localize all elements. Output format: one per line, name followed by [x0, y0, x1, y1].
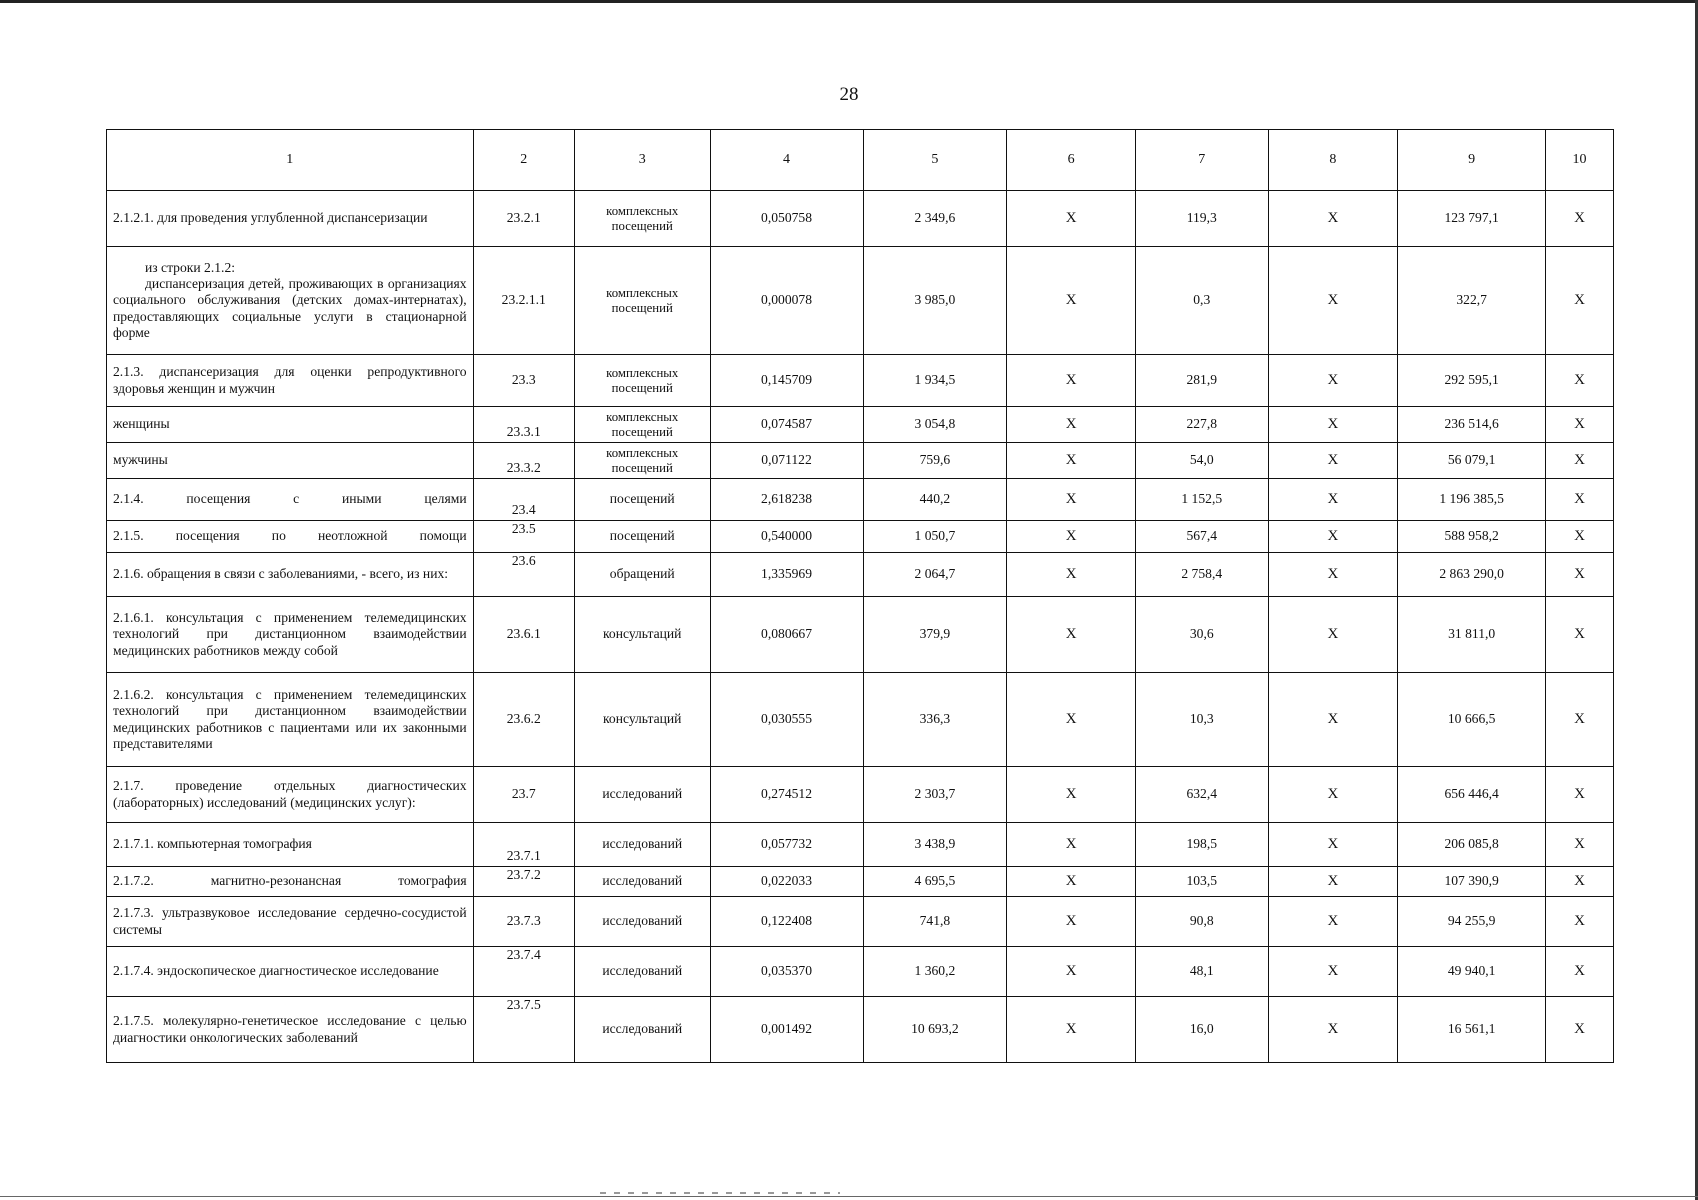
row-col7: 227,8 [1135, 407, 1268, 443]
row-col4: 0,122408 [710, 897, 863, 947]
table-row [107, 947, 1614, 997]
table-row [107, 767, 1614, 823]
row-col9: 107 390,9 [1398, 867, 1546, 897]
row-unit: посещений [574, 521, 710, 553]
row-unit: исследований [574, 897, 710, 947]
row-description: 2.1.7.2. магнитно-резонансная томография [107, 867, 474, 897]
row-col4: 0,022033 [710, 867, 863, 897]
row-description: 2.1.6. обращения в связи с заболеваниями, - всего, из них: [107, 553, 474, 597]
row-code: 23.3 [473, 355, 574, 407]
row-col9: 656 446,4 [1398, 767, 1546, 823]
row-code: 23.7.5 [473, 997, 574, 1063]
row-unit: комплексных посещений [574, 191, 710, 247]
row-code: 23.7.1 [473, 823, 574, 867]
row-col8: X [1268, 867, 1398, 897]
row-col6: X [1007, 407, 1136, 443]
row-col9: 49 940,1 [1398, 947, 1546, 997]
row-col6: X [1007, 673, 1136, 767]
row-col7: 0,3 [1135, 247, 1268, 355]
row-col7: 103,5 [1135, 867, 1268, 897]
row-col4: 0,030555 [710, 673, 863, 767]
row-col7: 16,0 [1135, 997, 1268, 1063]
row-col6: X [1007, 597, 1136, 673]
table-row [107, 673, 1614, 767]
row-code: 23.6.2 [473, 673, 574, 767]
row-col8: X [1268, 355, 1398, 407]
row-col5: 3 985,0 [863, 247, 1007, 355]
row-description: 2.1.4. посещения с иными целями [107, 479, 474, 521]
row-code: 23.2.1 [473, 191, 574, 247]
row-col10: X [1546, 597, 1614, 673]
row-col4: 0,540000 [710, 521, 863, 553]
row-col9: 1 196 385,5 [1398, 479, 1546, 521]
row-col9: 588 958,2 [1398, 521, 1546, 553]
row-col9: 123 797,1 [1398, 191, 1546, 247]
row-unit: исследований [574, 767, 710, 823]
row-col10: X [1546, 407, 1614, 443]
table-row [107, 443, 1614, 479]
row-col10: X [1546, 673, 1614, 767]
row-col7: 632,4 [1135, 767, 1268, 823]
row-col8: X [1268, 479, 1398, 521]
row-col10: X [1546, 823, 1614, 867]
row-description: 2.1.6.2. консультация с применением телемедицинских технологий при дистанционном взаимодействии медицинских работников с пациентами или их законными представителями [107, 673, 474, 767]
row-col7: 1 152,5 [1135, 479, 1268, 521]
row-col4: 0,080667 [710, 597, 863, 673]
row-col9: 94 255,9 [1398, 897, 1546, 947]
row-unit: исследований [574, 997, 710, 1063]
row-col5: 2 303,7 [863, 767, 1007, 823]
row-description: 2.1.6.1. консультация с применением телемедицинских технологий при дистанционном взаимодействии медицинских работников между собой [107, 597, 474, 673]
row-description: 2.1.7.3. ультразвуковое исследование сердечно-сосудистой системы [107, 897, 474, 947]
row-col9: 236 514,6 [1398, 407, 1546, 443]
row-col8: X [1268, 947, 1398, 997]
row-code: 23.7.2 [473, 867, 574, 897]
row-description-text: диспансеризация детей, проживающих в организациях социального обслуживания (детских домах-интернатах), предоставляющих социальные услуги в стационарной форме [113, 276, 467, 340]
row-col5: 1 050,7 [863, 521, 1007, 553]
row-col5: 4 695,5 [863, 867, 1007, 897]
row-description-intro: из строки 2.1.2: [145, 260, 236, 276]
table-row [107, 355, 1614, 407]
row-col10: X [1546, 355, 1614, 407]
row-col6: X [1007, 767, 1136, 823]
row-col5: 2 349,6 [863, 191, 1007, 247]
row-col6: X [1007, 355, 1136, 407]
row-description: 2.1.7. проведение отдельных диагностических (лабораторных) исследований (медицинских услуг): [107, 767, 474, 823]
row-col9: 10 666,5 [1398, 673, 1546, 767]
table-row [107, 823, 1614, 867]
row-col4: 0,050758 [710, 191, 863, 247]
row-col7: 30,6 [1135, 597, 1268, 673]
table-row [107, 247, 1614, 355]
row-code: 23.3.1 [473, 407, 574, 443]
row-col10: X [1546, 553, 1614, 597]
row-col10: X [1546, 191, 1614, 247]
row-col8: X [1268, 407, 1398, 443]
row-unit: комплексных посещений [574, 407, 710, 443]
row-col7: 567,4 [1135, 521, 1268, 553]
scan-artifact [600, 1192, 840, 1194]
page-top-border [0, 0, 1698, 3]
row-code: 23.7.4 [473, 947, 574, 997]
row-description: 2.1.2.1. для проведения углубленной диспансеризации [107, 191, 474, 247]
row-description: 2.1.5. посещения по неотложной помощи [107, 521, 474, 553]
table-row [107, 553, 1614, 597]
row-col6: X [1007, 997, 1136, 1063]
row-col8: X [1268, 597, 1398, 673]
row-col4: 0,000078 [710, 247, 863, 355]
row-unit: исследований [574, 947, 710, 997]
row-col5: 440,2 [863, 479, 1007, 521]
row-col10: X [1546, 521, 1614, 553]
header-cell: 5 [863, 130, 1007, 191]
header-cell: 6 [1007, 130, 1136, 191]
row-col8: X [1268, 897, 1398, 947]
row-col9: 16 561,1 [1398, 997, 1546, 1063]
row-col6: X [1007, 897, 1136, 947]
row-col10: X [1546, 947, 1614, 997]
row-col4: 0,035370 [710, 947, 863, 997]
row-code: 23.6.1 [473, 597, 574, 673]
header-cell: 7 [1135, 130, 1268, 191]
row-unit: комплексных посещений [574, 355, 710, 407]
table-row [107, 479, 1614, 521]
row-col5: 3 438,9 [863, 823, 1007, 867]
row-unit: исследований [574, 867, 710, 897]
header-cell: 4 [710, 130, 863, 191]
row-col8: X [1268, 521, 1398, 553]
header-row [107, 130, 1614, 191]
row-col5: 379,9 [863, 597, 1007, 673]
row-col5: 1 360,2 [863, 947, 1007, 997]
row-description: 2.1.7.5. молекулярно-генетическое исследование с целью диагностики онкологических заболеваний [107, 997, 474, 1063]
row-code: 23.7.3 [473, 897, 574, 947]
row-col9: 292 595,1 [1398, 355, 1546, 407]
row-col7: 281,9 [1135, 355, 1268, 407]
row-col7: 90,8 [1135, 897, 1268, 947]
row-col8: X [1268, 767, 1398, 823]
page-bottom-line [0, 1196, 1698, 1197]
row-code: 23.7 [473, 767, 574, 823]
row-col6: X [1007, 521, 1136, 553]
row-code: 23.5 [473, 521, 574, 553]
row-code: 23.4 [473, 479, 574, 521]
data-table [106, 129, 1614, 1063]
row-unit: комплексных посещений [574, 247, 710, 355]
table-row [107, 997, 1614, 1063]
row-col6: X [1007, 191, 1136, 247]
row-col9: 56 079,1 [1398, 443, 1546, 479]
row-col4: 1,335969 [710, 553, 863, 597]
row-col10: X [1546, 867, 1614, 897]
row-description: мужчины [107, 443, 474, 479]
page-number: 28 [839, 84, 859, 105]
row-col4: 0,057732 [710, 823, 863, 867]
header-cell: 8 [1268, 130, 1398, 191]
row-col4: 0,274512 [710, 767, 863, 823]
row-col9: 31 811,0 [1398, 597, 1546, 673]
header-cell: 1 [107, 130, 474, 191]
table-row [107, 191, 1614, 247]
row-col10: X [1546, 247, 1614, 355]
row-col10: X [1546, 479, 1614, 521]
row-description: 2.1.7.1. компьютерная томография [107, 823, 474, 867]
row-col10: X [1546, 767, 1614, 823]
row-col7: 10,3 [1135, 673, 1268, 767]
header-cell: 2 [473, 130, 574, 191]
row-col5: 3 054,8 [863, 407, 1007, 443]
row-col7: 48,1 [1135, 947, 1268, 997]
row-col9: 206 085,8 [1398, 823, 1546, 867]
row-description: 2.1.7.4. эндоскопическое диагностическое исследование [107, 947, 474, 997]
row-description: 2.1.3. диспансеризация для оценки репродуктивного здоровья женщин и мужчин [107, 355, 474, 407]
row-col6: X [1007, 443, 1136, 479]
table-row [107, 597, 1614, 673]
row-col4: 0,145709 [710, 355, 863, 407]
row-col7: 119,3 [1135, 191, 1268, 247]
table-row [107, 897, 1614, 947]
row-col8: X [1268, 191, 1398, 247]
row-code: 23.6 [473, 553, 574, 597]
row-col4: 2,618238 [710, 479, 863, 521]
row-unit: комплексных посещений [574, 443, 710, 479]
row-col7: 54,0 [1135, 443, 1268, 479]
row-code: 23.3.2 [473, 443, 574, 479]
row-col7: 2 758,4 [1135, 553, 1268, 597]
row-col6: X [1007, 867, 1136, 897]
row-col10: X [1546, 443, 1614, 479]
row-col10: X [1546, 897, 1614, 947]
row-col5: 10 693,2 [863, 997, 1007, 1063]
row-col6: X [1007, 823, 1136, 867]
row-col10: X [1546, 997, 1614, 1063]
row-description [107, 247, 474, 355]
row-col8: X [1268, 247, 1398, 355]
row-col5: 759,6 [863, 443, 1007, 479]
row-description: женщины [107, 407, 474, 443]
row-col5: 741,8 [863, 897, 1007, 947]
row-col4: 0,001492 [710, 997, 863, 1063]
row-col8: X [1268, 997, 1398, 1063]
table-row [107, 407, 1614, 443]
row-col6: X [1007, 479, 1136, 521]
row-col6: X [1007, 947, 1136, 997]
header-cell: 9 [1398, 130, 1546, 191]
table-row [107, 521, 1614, 553]
row-col9: 2 863 290,0 [1398, 553, 1546, 597]
row-col5: 336,3 [863, 673, 1007, 767]
row-col6: X [1007, 247, 1136, 355]
row-col9: 322,7 [1398, 247, 1546, 355]
row-unit: консультаций [574, 673, 710, 767]
row-unit: консультаций [574, 597, 710, 673]
table-row [107, 867, 1614, 897]
row-col8: X [1268, 673, 1398, 767]
row-col8: X [1268, 823, 1398, 867]
row-unit: посещений [574, 479, 710, 521]
row-unit: исследований [574, 823, 710, 867]
row-code: 23.2.1.1 [473, 247, 574, 355]
header-cell: 10 [1546, 130, 1614, 191]
row-col4: 0,074587 [710, 407, 863, 443]
row-col7: 198,5 [1135, 823, 1268, 867]
row-col4: 0,071122 [710, 443, 863, 479]
header-cell: 3 [574, 130, 710, 191]
row-unit: обращений [574, 553, 710, 597]
row-col6: X [1007, 553, 1136, 597]
row-col8: X [1268, 443, 1398, 479]
row-col5: 2 064,7 [863, 553, 1007, 597]
row-col5: 1 934,5 [863, 355, 1007, 407]
row-col8: X [1268, 553, 1398, 597]
